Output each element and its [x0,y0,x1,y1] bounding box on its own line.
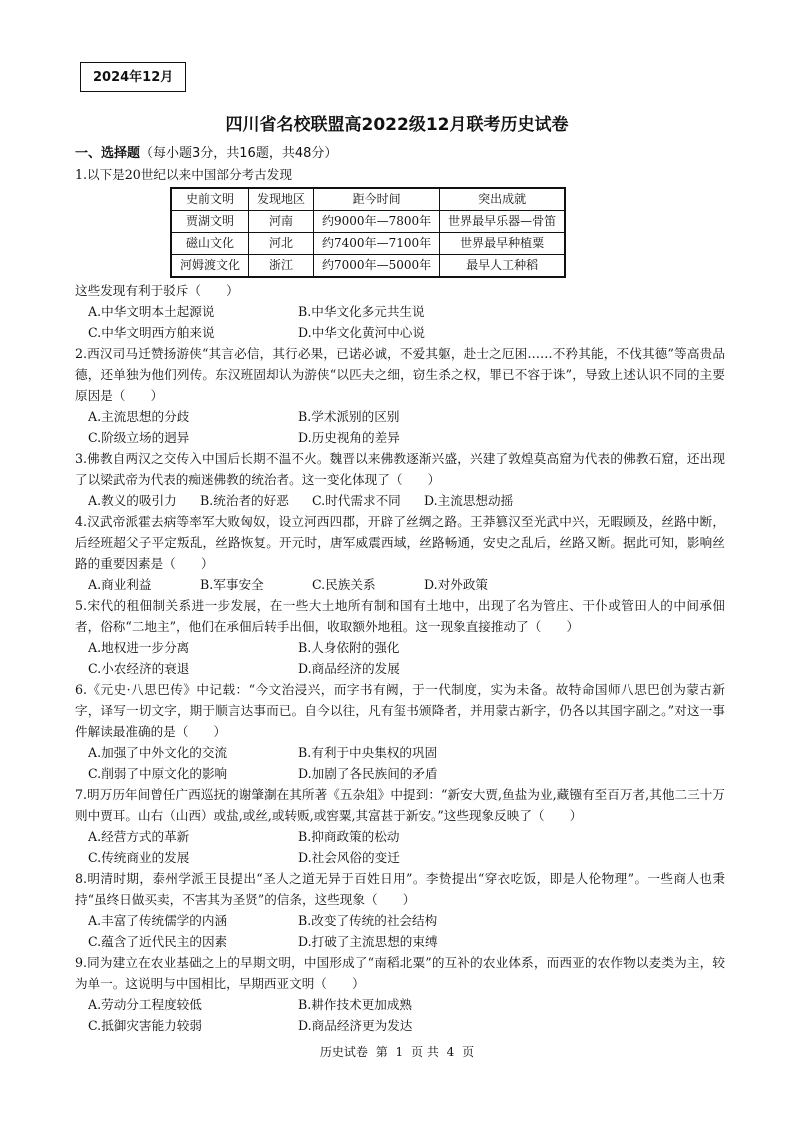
option-c: C.抵御灾害能力较弱 [88,1018,202,1033]
option-c: C.小农经济的衰退 [88,661,190,676]
option-a: A.经营方式的革新 [88,829,190,844]
section-note: （每小题3分，共16题，共48分） [140,146,338,161]
option-d: D.主流思想动摇 [424,493,514,508]
option-d: D.商品经济的发展 [298,661,400,676]
option-b: B.耕作技术更加成熟 [298,997,413,1012]
option-a: A.地权进一步分离 [88,640,190,655]
question-8-stem: 8.明清时期，泰州学派王艮提出“圣人之道无异于百姓日用”。李贽提出“穿衣吃饭，即是人伦物理”。一些商人也秉持“虽终日做买卖，不害其为圣贤”的信条，这些现象（ ） [75,871,725,907]
option-c: C.蕴含了近代民主的因素 [88,934,228,949]
option-b: B.中华文化多元共生说 [298,304,425,319]
footer-page-number: 1 [395,1045,404,1059]
option-a: A.劳动分工程度较低 [88,997,202,1012]
question-7-stem: 7.明万历年间曾任广西巡抚的谢肇淛在其所著《五杂俎》中提到：“新安大贾,鱼盐为业,藏镪有至百万者,其他二三十万则中贾耳。山右（山西）或盐,或丝,或转贩,或窖粟,其富甚于新安。”这些现象反映了（ ） [75,787,725,823]
option-d: D.商品经济更为发达 [298,1018,413,1033]
table-cell: 贾湖文明 [171,211,249,233]
option-d: D.加剧了各民族间的矛盾 [298,766,438,781]
option-c: C.阶级立场的迥异 [88,430,190,445]
date-box: 2024年12月 [80,62,186,92]
option-c: C.时代需求不同 [312,493,401,508]
question-8-options [75,910,725,952]
question-2-stem: 2.西汉司马迁赞扬游侠“其言必信，其行必果，已诺必诚，不爱其躯，赴士之厄困……不矜其能，不伐其德”等高贵品德，还单独为他们列传。东汉班固却认为游侠“以匹夫之细，窃生杀之权，罪已不容于诛”，导致上述认识不同的主要原因是（ ） [75,346,725,403]
option-a: A.中华文明本土起源说 [88,304,215,319]
option-a: A.主流思想的分歧 [88,409,190,424]
table-row [171,211,565,233]
page-footer [0,1043,794,1060]
option-c: C.中华文明西方舶来说 [88,325,215,340]
option-b: B.学术派别的区别 [298,409,400,424]
option-b: B.有利于中央集权的巩固 [298,745,438,760]
table-header: 距今时间 [314,188,440,211]
option-d: D.历史视角的差异 [298,430,400,445]
table-cell: 河北 [249,233,314,255]
option-c: C.削弱了中原文化的影响 [88,766,228,781]
table-cell: 世界最早种植粟 [440,233,566,255]
question-6-options [75,742,725,784]
section-heading [75,143,725,164]
archaeology-table [170,187,566,278]
footer-subject: 历史试卷 [319,1045,368,1059]
question-6-stem: 6.《元史·八思巴传》中记载：“今文治浸兴，而字书有阙，于一代制度，实为未备。故特命国师八思巴创为蒙古新字，译写一切文字，期于顺言达事而已。自今以往，凡有玺书颁降者，并用蒙古新字，仍各以其国字副之。”对这一事件解读最准确的是（ ） [75,682,725,739]
option-d: D.对外政策 [424,577,489,592]
option-a: A.教义的吸引力 [88,493,177,508]
page-title: 四川省名校联盟高2022级12月联考历史试卷 [225,115,569,135]
option-a: A.加强了中外文化的交流 [88,745,228,760]
option-c: C.民族关系 [312,577,376,592]
option-d: D.社会风俗的变迁 [298,850,400,865]
table-cell: 磁山文化 [171,233,249,255]
footer-total-pages: 4 [446,1045,455,1059]
option-a: A.商业利益 [88,577,152,592]
table-cell: 约7000年—5000年 [314,255,440,278]
table-cell: 河南 [249,211,314,233]
table-cell: 浙江 [249,255,314,278]
option-d: D.打破了主流思想的束缚 [298,934,438,949]
section-label: 一、选择题 [75,146,141,161]
question-1-options [75,301,725,343]
option-b: B.军事安全 [200,577,264,592]
option-b: B.人身依附的强化 [298,640,400,655]
question-4-stem: 4.汉武帝派霍去病等率军大败匈奴，设立河西四郡，开辟了丝绸之路。王莽篡汉至光武中兴，无暇顾及，丝路中断，后经班超父子平定叛乱，丝路恢复。开元时，唐军威震西域，丝路畅通，安史之乱后，丝路又断。据此可知，影响丝路的重要因素是（ ） [75,514,725,571]
table-cell: 世界最早乐器—骨笛 [440,211,566,233]
table-header-row [171,188,565,211]
question-2-options [75,406,725,448]
option-c: C.传统商业的发展 [88,850,190,865]
exam-content [75,143,725,1036]
table-cell: 约7400年—7100年 [314,233,440,255]
table-header: 发现地区 [249,188,314,211]
question-4-options [75,574,725,595]
option-a: A.丰富了传统儒学的内涵 [88,913,228,928]
question-9-stem: 9.同为建立在农业基础之上的早期文明，中国形成了“南稻北粟”的互补的农业体系，而西亚的农作物以麦类为主，较为单一。这说明与中国相比，早期西亚文明（ ） [75,955,725,991]
table-header: 突出成就 [440,188,566,211]
footer-page-mid: 页 共 [411,1045,439,1059]
footer-page-prefix: 第 [375,1045,388,1059]
question-3-stem: 3.佛教自两汉之交传入中国后长期不温不火。魏晋以来佛教逐渐兴盛，兴建了敦煌莫高窟为代表的佛教石窟，还出现了以梁武帝为代表的痴迷佛教的统治者。这一变化体现了（ ） [75,451,725,487]
question-3-options [75,490,725,511]
table-cell: 河姆渡文化 [171,255,249,278]
table-cell: 最早人工种稻 [440,255,566,278]
option-d: D.中华文化黄河中心说 [298,325,425,340]
question-5-stem: 5.宋代的租佃制关系进一步发展，在一些大土地所有制和国有土地中，出现了名为管庄、干仆或管田人的中间承佃者，俗称“二地主”，他们在承佃后转手出佃，收取额外地租。这一现象直接推动了（ ） [75,598,725,634]
table-header: 史前文明 [171,188,249,211]
table-cell: 约9000年—7800年 [314,211,440,233]
footer-page-suffix: 页 [462,1045,475,1059]
question-1-stem: 1.以下是20世纪以来中国部分考古发现 [75,167,292,182]
question-9-options [75,994,725,1036]
question-5-options [75,637,725,679]
question-1-prompt: 这些发现有利于驳斥（ ） [75,283,239,298]
option-b: B.抑商政策的松动 [298,829,400,844]
table-row [171,255,565,278]
option-b: B.改变了传统的社会结构 [298,913,438,928]
table-row [171,233,565,255]
option-b: B.统治者的好恶 [200,493,289,508]
question-7-options [75,826,725,868]
